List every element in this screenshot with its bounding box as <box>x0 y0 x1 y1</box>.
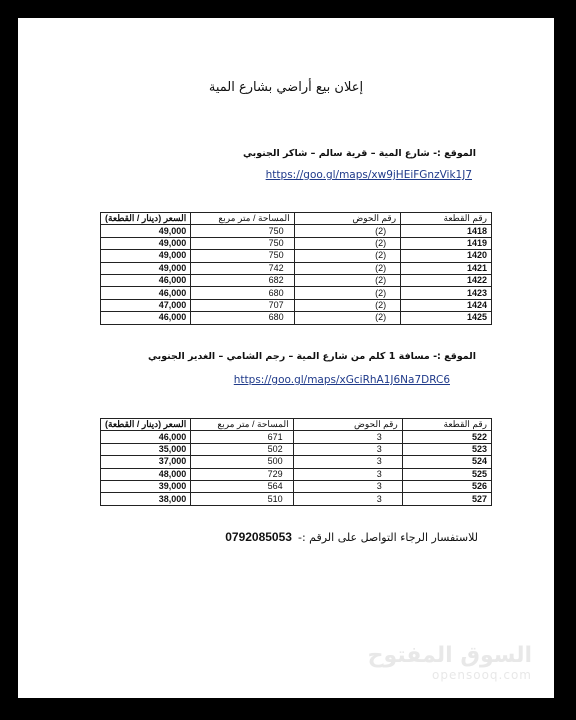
table-row <box>101 250 492 262</box>
header-price: السعر (دينار / القطعة) <box>101 419 191 431</box>
table-row <box>101 443 492 455</box>
header-plot-number: رقم القطعة <box>401 213 492 225</box>
plot-number-cell: 1420 <box>401 250 492 262</box>
table-row <box>101 312 492 324</box>
basin-number-cell: 3 <box>293 480 402 492</box>
basin-number-cell: (2) <box>294 274 400 286</box>
location-2: الموقع :- مسافة 1 كلم من شارع المية – رجم الشامي – الغدير الجنوبي <box>148 351 476 362</box>
price-cell: 48,000 <box>101 468 191 480</box>
basin-number-cell: (2) <box>294 299 400 311</box>
table-header-row <box>101 213 492 225</box>
plot-number-cell: 525 <box>402 468 491 480</box>
plot-number-cell: 1422 <box>401 274 492 286</box>
price-cell: 49,000 <box>101 237 191 249</box>
plot-number-cell: 1423 <box>401 287 492 299</box>
area-cell: 750 <box>191 225 294 237</box>
basin-number-cell: 3 <box>293 443 402 455</box>
land-table-1 <box>100 212 492 325</box>
contact-line <box>225 530 478 544</box>
area-cell: 680 <box>191 287 294 299</box>
land-table-2 <box>100 418 492 506</box>
plot-number-cell: 527 <box>402 493 491 505</box>
watermark-arabic: السوق المفتوح <box>367 643 532 668</box>
area-cell: 680 <box>191 312 294 324</box>
table-row <box>101 493 492 505</box>
plot-number-cell: 1419 <box>401 237 492 249</box>
document-page <box>18 18 554 698</box>
watermark-latin: opensooq.com <box>432 668 532 682</box>
header-area: المساحة / متر مربع <box>191 419 293 431</box>
price-cell: 49,000 <box>101 262 191 274</box>
contact-text: للاستفسار الرجاء التواصل على الرقم :- <box>297 531 478 544</box>
area-cell: 564 <box>191 480 293 492</box>
price-cell: 46,000 <box>101 431 191 443</box>
basin-number-cell: 3 <box>293 431 402 443</box>
map-link-1[interactable]: https://goo.gl/maps/xw9jHEiFGnzVik1J7 <box>265 169 472 181</box>
basin-number-cell: (2) <box>294 225 400 237</box>
price-cell: 49,000 <box>101 250 191 262</box>
table-row <box>101 431 492 443</box>
price-cell: 49,000 <box>101 225 191 237</box>
header-plot-number: رقم القطعة <box>402 419 491 431</box>
price-cell: 46,000 <box>101 287 191 299</box>
table-row <box>101 225 492 237</box>
watermark-logo <box>368 644 532 682</box>
price-cell: 46,000 <box>101 274 191 286</box>
basin-number-cell: (2) <box>294 250 400 262</box>
area-cell: 671 <box>191 431 293 443</box>
price-cell: 46,000 <box>101 312 191 324</box>
page-title: إعلان بيع أراضي بشارع المية <box>208 80 364 95</box>
contact-phone[interactable]: 0792085053 <box>225 530 292 544</box>
plot-number-cell: 1421 <box>401 262 492 274</box>
area-cell: 750 <box>191 250 294 262</box>
table-row <box>101 468 492 480</box>
plot-number-cell: 523 <box>402 443 491 455</box>
area-cell: 682 <box>191 274 294 286</box>
basin-number-cell: (2) <box>294 287 400 299</box>
area-cell: 500 <box>191 456 293 468</box>
basin-number-cell: 3 <box>293 456 402 468</box>
basin-number-cell: 3 <box>293 493 402 505</box>
area-cell: 707 <box>191 299 294 311</box>
map-link-2[interactable]: https://goo.gl/maps/xGciRhA1J6Na7DRC6 <box>233 374 450 386</box>
area-cell: 502 <box>191 443 293 455</box>
area-cell: 510 <box>191 493 293 505</box>
price-cell: 37,000 <box>101 456 191 468</box>
table-header-row <box>101 419 492 431</box>
plot-number-cell: 1418 <box>401 225 492 237</box>
plot-number-cell: 1425 <box>401 312 492 324</box>
plot-number-cell: 524 <box>402 456 491 468</box>
location-1: الموقع :- شارع المية – قرية سالم – شاكر الجنوبي <box>243 148 476 159</box>
price-cell: 38,000 <box>101 493 191 505</box>
price-cell: 35,000 <box>101 443 191 455</box>
area-cell: 742 <box>191 262 294 274</box>
header-basin-number: رقم الحوض <box>294 213 400 225</box>
plot-number-cell: 1424 <box>401 299 492 311</box>
table-row <box>101 299 492 311</box>
header-basin-number: رقم الحوض <box>293 419 402 431</box>
header-area: المساحة / متر مربع <box>191 213 294 225</box>
basin-number-cell: 3 <box>293 468 402 480</box>
table-row <box>101 262 492 274</box>
table-row <box>101 480 492 492</box>
table-row <box>101 237 492 249</box>
header-price: السعر (دينار / القطعة) <box>101 213 191 225</box>
basin-number-cell: (2) <box>294 237 400 249</box>
plot-number-cell: 522 <box>402 431 491 443</box>
table-row <box>101 287 492 299</box>
price-cell: 39,000 <box>101 480 191 492</box>
plot-number-cell: 526 <box>402 480 491 492</box>
basin-number-cell: (2) <box>294 262 400 274</box>
basin-number-cell: (2) <box>294 312 400 324</box>
area-cell: 750 <box>191 237 294 249</box>
price-cell: 47,000 <box>101 299 191 311</box>
table-row <box>101 274 492 286</box>
table-row <box>101 456 492 468</box>
area-cell: 729 <box>191 468 293 480</box>
